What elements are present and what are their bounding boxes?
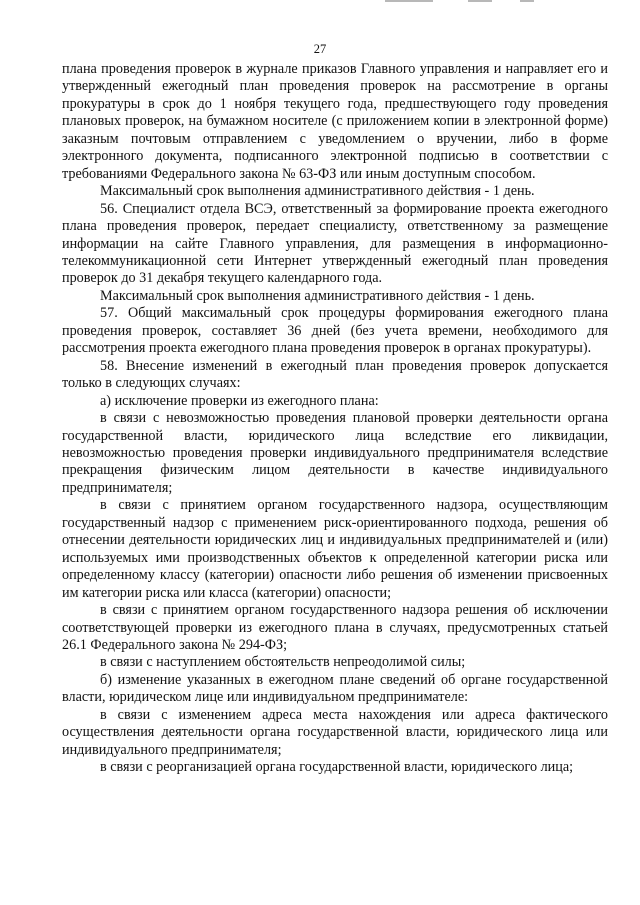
- scan-artifact: [468, 0, 492, 2]
- page-number: 27: [313, 42, 327, 56]
- paragraph-58a-item: в связи с наступлением обстоятельств непреодолимой силы;: [100, 654, 466, 671]
- paragraph-56: 56. Специалист отдела ВСЭ, ответственный за формирование проекта ежегодного плана проведения проверок, передает специалисту, ответственному за размещение информации на сайте Главного управления, для размещения в информационно-телекоммуникационной сети Интернет утвержденный ежегодный план проведения проверок до 31 декабря текущего календарного года.: [62, 200, 608, 287]
- paragraph-58b-item: в связи с реорганизацией органа государственной власти, юридического лица;: [100, 759, 574, 776]
- paragraph-57: 57. Общий максимальный срок процедуры формирования ежегодного плана проведения проверок, составляет 36 дней (без учета времени, необходимого для рассмотрения проекта ежегодного плана проведения проверок в органах прокуратуры).: [62, 305, 608, 357]
- document-body: [62, 61, 608, 777]
- paragraph-deadline: Максимальный срок выполнения административного действия - 1 день.: [100, 287, 535, 304]
- paragraph-58b-item: в связи с изменением адреса места нахождения или адреса фактического осуществления деятельности органа государственной власти, юридического лица или индивидуального предпринимателя;: [62, 706, 608, 758]
- paragraph-58a: а) исключение проверки из ежегодного плана:: [100, 392, 379, 409]
- paragraph-continuation: плана проведения проверок в журнале приказов Главного управления и направляет его и утвержденный ежегодный план проведения проверок на рассмотрение в органы прокуратуры в срок до 1 ноября текущего года, предшествующего году проведения плановых проверок, на бумажном носителе (с приложением копии в электронной форме) заказным почтовым отправлением с уведомлением о вручении, либо в форме электронного документа, подписанного электронной подписью в соответствии с требованиями Федерального закона № 63-ФЗ или иным доступным способом.: [62, 61, 608, 182]
- scan-artifact: [385, 0, 433, 2]
- paragraph-58a-item: в связи с невозможностью проведения плановой проверки деятельности органа государственной власти, юридического лица вследствие его ликвидации, невозможностью проведения проверки индивидуального предпринимателя вследствие прекращения физическим лицом деятельности в качестве индивидуального предпринимателя;: [62, 410, 608, 496]
- scan-artifact: [520, 0, 534, 2]
- paragraph-58: 58. Внесение изменений в ежегодный план проведения проверок допускается только в следующих случаях:: [62, 357, 608, 392]
- paragraph-deadline: Максимальный срок выполнения административного действия - 1 день.: [100, 183, 535, 200]
- paragraph-58a-item: в связи с принятием органом государственного надзора решения об исключении соответствующей проверки из ежегодного плана в случаях, предусмотренных статьей 26.1 Федерального закона № 294-ФЗ;: [62, 602, 608, 653]
- paragraph-58a-item: в связи с принятием органом государственного надзора, осуществляющим государственный надзор с применением риск-ориентированного подхода, решения об отнесении деятельности юридических лиц и индивидуальных предпринимателей и (или) используемых ими производственных объектов к определенной категории риска или определенному классу (категории) опасности либо решения об изменении присвоенных им категории риска или класса (категории) опасности;: [62, 497, 608, 601]
- paragraph-58b: б) изменение указанных в ежегодном плане сведений об органе государственной власти, юридическом лице или индивидуальном предпринимателе:: [62, 671, 608, 706]
